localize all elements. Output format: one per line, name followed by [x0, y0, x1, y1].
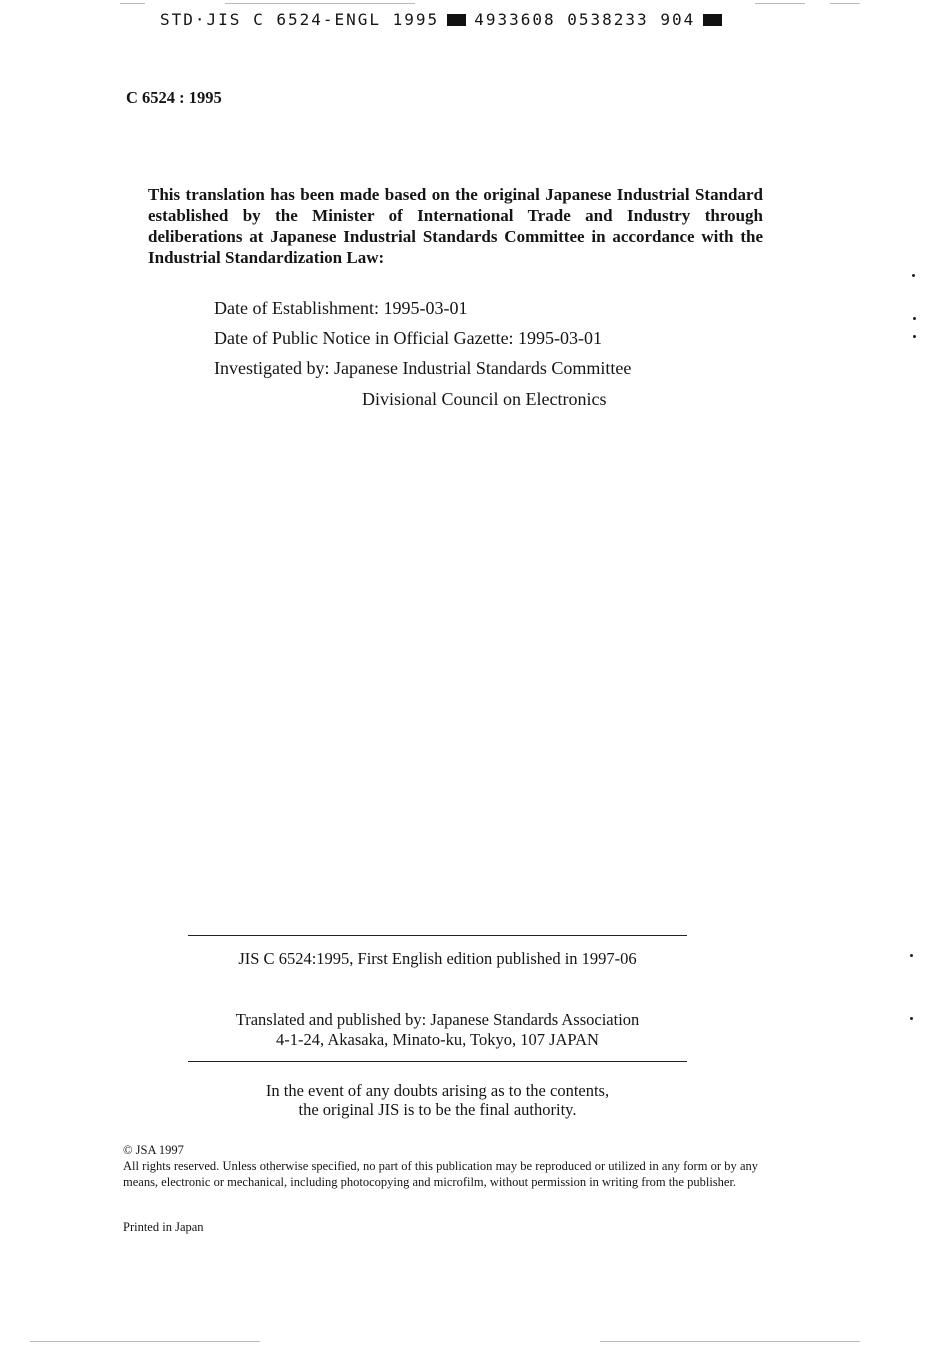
- scan-artifact: [600, 1341, 860, 1342]
- scan-speck: [913, 335, 916, 338]
- divisional-council: Divisional Council on Electronics: [362, 389, 607, 409]
- intro-paragraph: This translation has been made based on the original Japanese Industrial Standard established by the Minister of International Trade and Industry through deliberations at Japanese Industrial Standards Committee in accordance with the Industrial Standardization Law:: [148, 185, 763, 267]
- document-code-prefix: STD·JIS C 6524-ENGL 1995: [160, 10, 440, 29]
- rights-statement: All rights reserved. Unless otherwise specified, no part of this publication may be reproduced or utilized in any form or by any means, electronic or mechanical, including photocopying and microfilm, without permission in writing from the publisher.: [123, 1159, 758, 1189]
- scan-speck: [912, 274, 915, 277]
- publisher-address: 4-1-24, Akasaka, Minato-ku, Tokyo, 107 JAPAN: [276, 1030, 599, 1049]
- investigated-by: Investigated by: Japanese Industrial Standards Committee: [214, 358, 632, 378]
- date-of-public-notice: Date of Public Notice in Official Gazette: 1995-03-01: [214, 328, 603, 348]
- black-block-mark: [703, 14, 722, 26]
- divider-line: [188, 935, 687, 936]
- document-code-line: [160, 10, 730, 29]
- scan-speck: [910, 954, 913, 957]
- printed-in: Printed in Japan: [123, 1220, 204, 1234]
- scan-speck: [910, 1017, 913, 1020]
- divider-line: [188, 1061, 687, 1062]
- authority-note-line1: In the event of any doubts arising as to the contents,: [265, 1081, 610, 1100]
- scan-artifact: [755, 3, 805, 4]
- document-code-suffix: 4933608 0538233 904: [474, 10, 696, 29]
- copyright-notice: © JSA 1997: [123, 1143, 184, 1157]
- date-of-establishment: Date of Establishment: 1995-03-01: [214, 298, 468, 318]
- scan-artifact: [830, 3, 860, 4]
- scan-artifact: [30, 1341, 260, 1342]
- standard-id: C 6524 : 1995: [126, 88, 222, 107]
- scan-speck: [913, 317, 916, 320]
- authority-note-line2: the original JIS is to be the final authority.: [298, 1100, 577, 1119]
- black-block-mark: [447, 14, 466, 26]
- scan-artifact: [120, 3, 145, 4]
- translated-by: Translated and published by: Japanese Standards Association: [235, 1010, 640, 1029]
- scan-artifact: [225, 3, 415, 4]
- edition-statement: JIS C 6524:1995, First English edition published in 1997-06: [238, 949, 637, 968]
